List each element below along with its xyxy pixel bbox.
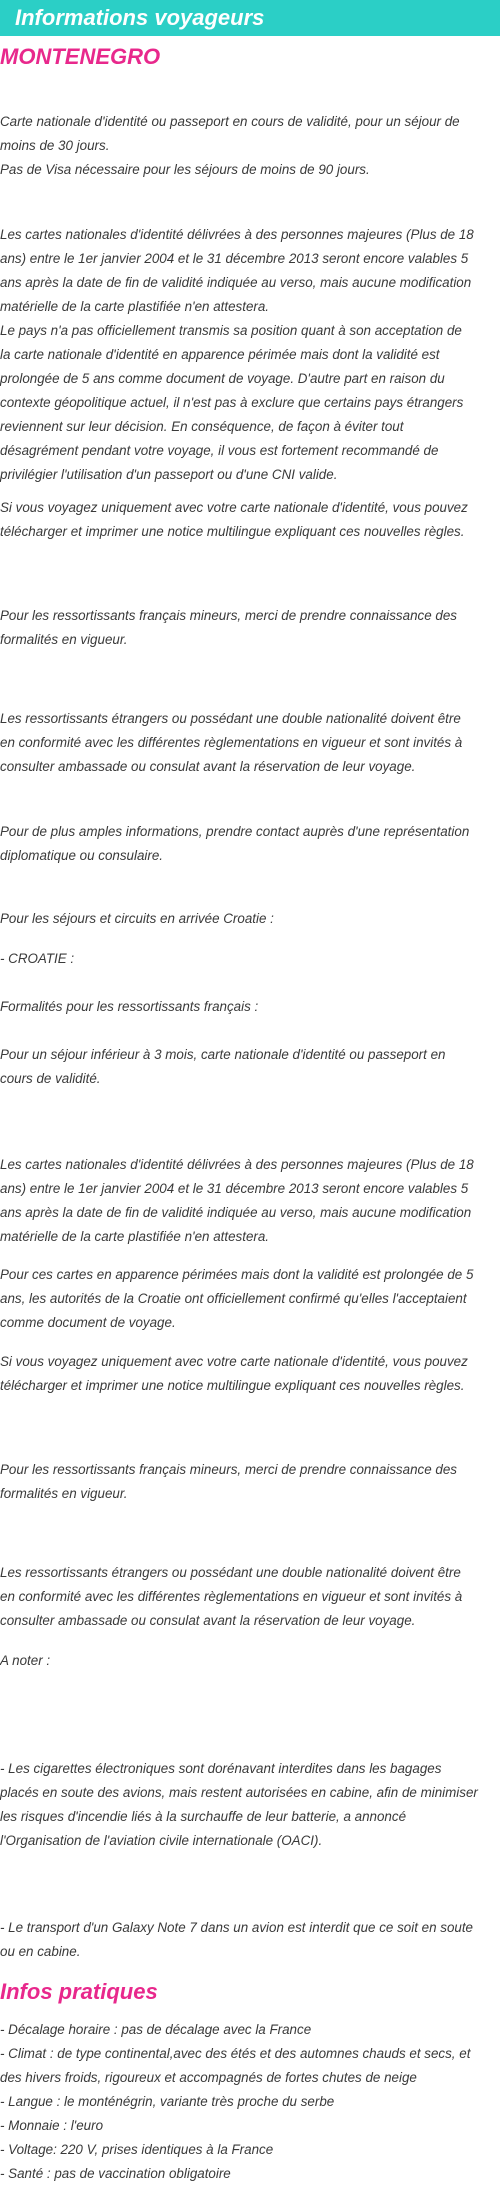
text-line: ans) entre le 1er janvier 2004 et le 31 décembre 2013 seront encore valables 5 xyxy=(0,1181,469,1196)
heading-infos-pratiques: Infos pratiques xyxy=(0,1979,158,2004)
text-line: Pour les ressortissants français mineurs, merci de prendre connaissance des xyxy=(0,1462,457,1477)
text-line: ans après la date de fin de validité indiquée au verso, mais aucune modification xyxy=(0,1205,472,1220)
heading-montenegro: MONTENEGRO xyxy=(0,44,161,69)
paragraph xyxy=(0,1350,500,1398)
paragraph xyxy=(0,1649,500,1673)
text-line: consulter ambassade ou consulat avant la réservation de leur voyage. xyxy=(0,759,416,774)
paragraph xyxy=(0,1757,500,1853)
text-line: Les ressortissants étrangers ou possédant une double nationalité doivent être xyxy=(0,1565,461,1580)
text-line: télécharger et imprimer une notice multilingue expliquant ces nouvelles règles. xyxy=(0,1378,465,1393)
text-line: Pour les séjours et circuits en arrivée Croatie : xyxy=(0,911,274,926)
text-line: Pour les ressortissants français mineurs, merci de prendre connaissance des xyxy=(0,608,457,623)
paragraph xyxy=(0,995,500,1019)
text-line: Carte nationale d'identité ou passeport en cours de validité, pour un séjour de xyxy=(0,114,460,129)
text-line: matérielle de la carte plastifiée n'en attestera. xyxy=(0,1229,270,1244)
text-line: placés en soute des avions, mais restent autorisées en cabine, afin de minimiser xyxy=(0,1785,478,1800)
text-line: des hivers froids, rigoureux et accompagnés de fortes chutes de neige xyxy=(0,2070,417,2085)
paragraph xyxy=(0,496,500,544)
text-line: privilégier l'utilisation d'un passeport ou d'une CNI valide. xyxy=(0,467,338,482)
text-line: Formalités pour les ressortissants français : xyxy=(0,999,259,1014)
text-line: télécharger et imprimer une notice multilingue expliquant ces nouvelles règles. xyxy=(0,524,465,539)
text-line: Les ressortissants étrangers ou possédant une double nationalité doivent être xyxy=(0,711,461,726)
text-line: cours de validité. xyxy=(0,1071,101,1086)
text-line: ans après la date de fin de validité indiquée au verso, mais aucune modification xyxy=(0,275,472,290)
text-line: matérielle de la carte plastifiée n'en attestera. xyxy=(0,299,270,314)
text-line: reviennent sur leur décision. En conséquence, de façon à éviter tout xyxy=(0,419,404,434)
text-line: Pour ces cartes en apparence périmées mais dont la validité est prolongée de 5 xyxy=(0,1267,474,1282)
text-line: moins de 30 jours. xyxy=(0,138,110,153)
paragraph xyxy=(0,1153,500,1249)
text-line: ans) entre le 1er janvier 2004 et le 31 décembre 2013 seront encore valables 5 xyxy=(0,251,469,266)
text-line: formalités en vigueur. xyxy=(0,1486,128,1501)
text-line: Pour un séjour inférieur à 3 mois, carte nationale d'identité ou passeport en xyxy=(0,1047,446,1062)
paragraph xyxy=(0,223,500,487)
text-line: comme document de voyage. xyxy=(0,1315,176,1330)
text-line: - Les cigarettes électroniques sont dorénavant interdites dans les bagages xyxy=(0,1761,442,1776)
text-line: Les cartes nationales d'identité délivrées à des personnes majeures (Plus de 18 xyxy=(0,227,474,242)
text-line: - Langue : le monténégrin, variante très proche du serbe xyxy=(0,2094,335,2109)
paragraph xyxy=(0,947,500,971)
text-line: les risques d'incendie liés à la surchauffe de leur batterie, a annoncé xyxy=(0,1809,407,1824)
text-line: consulter ambassade ou consulat avant la réservation de leur voyage. xyxy=(0,1613,416,1628)
text-line: désagrément pendant votre voyage, il vous est fortement recommandé de xyxy=(0,443,439,458)
text-line: ou en cabine. xyxy=(0,1944,81,1959)
text-line: - Le transport d'un Galaxy Note 7 dans un avion est interdit que ce soit en soute xyxy=(0,1920,474,1935)
text-line: ans, les autorités de la Croatie ont officiellement confirmé qu'elles l'acceptaient xyxy=(0,1291,467,1306)
text-line: Si vous voyagez uniquement avec votre carte nationale d'identité, vous pouvez xyxy=(0,500,468,515)
text-line: contexte géopolitique actuel, il n'est pas à exclure que certains pays étrangers xyxy=(0,395,464,410)
text-line: Pour de plus amples informations, prendre contact auprès d'une représentation xyxy=(0,824,470,839)
text-line: l'Organisation de l'aviation civile internationale (OACI). xyxy=(0,1833,323,1848)
text-line: - Voltage: 220 V, prises identiques à la France xyxy=(0,2142,274,2157)
section-header: Informations voyageurs xyxy=(0,0,500,36)
text-line: la carte nationale d'identité en apparence périmée mais dont la validité est xyxy=(0,347,440,362)
paragraph xyxy=(0,907,500,931)
paragraph xyxy=(0,1916,500,1964)
text-line: - Monnaie : l'euro xyxy=(0,2118,104,2133)
paragraph xyxy=(0,1263,500,1335)
text-line: Si vous voyagez uniquement avec votre carte nationale d'identité, vous pouvez xyxy=(0,1354,468,1369)
text-line: prolongée de 5 ans comme document de voyage. D'autre part en raison du xyxy=(0,371,445,386)
text-line: formalités en vigueur. xyxy=(0,632,128,647)
text-line: Pas de Visa nécessaire pour les séjours de moins de 90 jours. xyxy=(0,162,370,177)
text-line: en conformité avec les différentes règlementations en vigueur et sont invités à xyxy=(0,735,463,750)
paragraph xyxy=(0,110,500,182)
paragraph xyxy=(0,2018,500,2186)
paragraph xyxy=(0,604,500,652)
paragraph xyxy=(0,1458,500,1506)
text-line: A noter : xyxy=(0,1653,51,1668)
text-line: en conformité avec les différentes règlementations en vigueur et sont invités à xyxy=(0,1589,463,1604)
paragraph xyxy=(0,1561,500,1633)
text-line: Le pays n'a pas officiellement transmis sa position quant à son acceptation de xyxy=(0,323,462,338)
text-line: Les cartes nationales d'identité délivrées à des personnes majeures (Plus de 18 xyxy=(0,1157,474,1172)
text-line: - CROATIE : xyxy=(0,951,75,966)
paragraph xyxy=(0,1043,500,1091)
text-line: diplomatique ou consulaire. xyxy=(0,848,164,863)
text-line: - Climat : de type continental,avec des étés et des automnes chauds et secs, et xyxy=(0,2046,471,2061)
text-line: - Santé : pas de vaccination obligatoire xyxy=(0,2166,231,2181)
paragraph xyxy=(0,707,500,779)
paragraph xyxy=(0,820,500,868)
text-line: - Décalage horaire : pas de décalage avec la France xyxy=(0,2022,312,2037)
